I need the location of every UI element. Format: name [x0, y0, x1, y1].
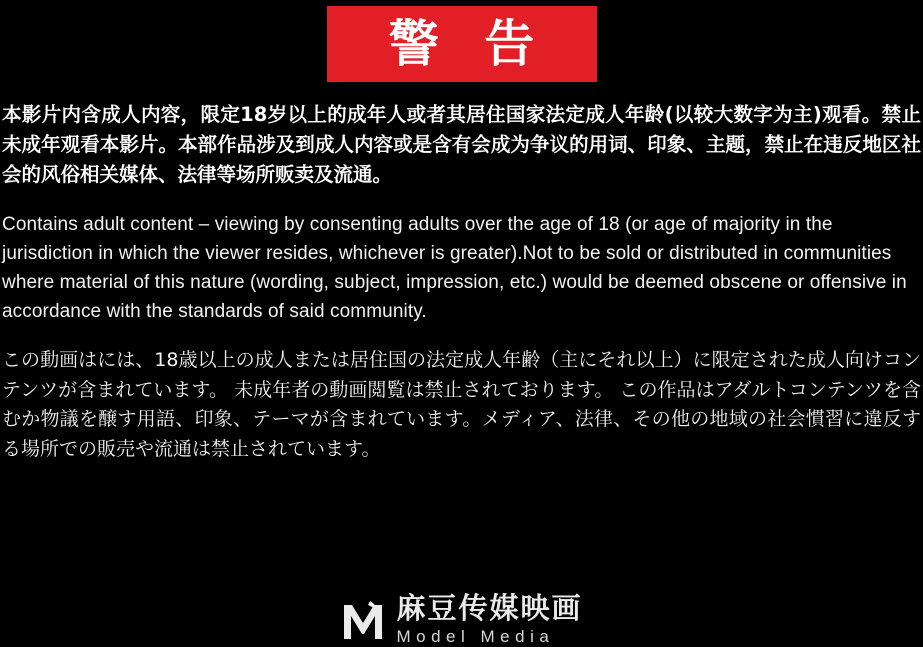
logo-name-chinese: 麻豆传媒映画 [396, 591, 583, 625]
warning-text-japanese: この動画はには、18歳以上の成人または居住国の法定成人年齢（主にそれ以上）に限定された成人向けコンテンツが含まれています。 未成年者の動画閲覧は禁止されております。 この作品はアダルトコンテンツを含むか物議を醸す用語、印象、テーマが含まれています。メディア、法律、その他の地域の社会慣習に違反する場所での販売や流通は禁止されています。 [2, 349, 921, 460]
logo-text-block [396, 591, 583, 646]
warning-text-content [0, 82, 923, 464]
m-monogram-icon [340, 597, 386, 643]
warning-text-chinese: 本影片内含成人内容，限定18岁以上的成年人或者其居住国家法定成人年龄(以较大数字为主)观看。禁止未成年观看本影片。本部作品涉及到成人内容或是含有会成为争议的用词、印象、主题，禁止在违反地区社会的风俗相关媒体、法律等场所贩卖及流通。 [2, 103, 921, 186]
warning-banner-container [0, 0, 923, 82]
warning-banner-label: 警 告 [388, 15, 549, 73]
logo-lockup [340, 591, 583, 646]
brand-logo [0, 591, 923, 646]
logo-name-english: Model Media [396, 627, 555, 646]
warning-banner [327, 6, 597, 82]
warning-text-english: Contains adult content – viewing by consenting adults over the age of 18 (or age of majority in the jurisdiction in which the viewer resides, whichever is greater).Not to be sold or distributed in communities where material of this nature (wording, subject, impression, etc.) would be deemed obscene or offensive in accordance with the standards of said community. [2, 214, 907, 322]
